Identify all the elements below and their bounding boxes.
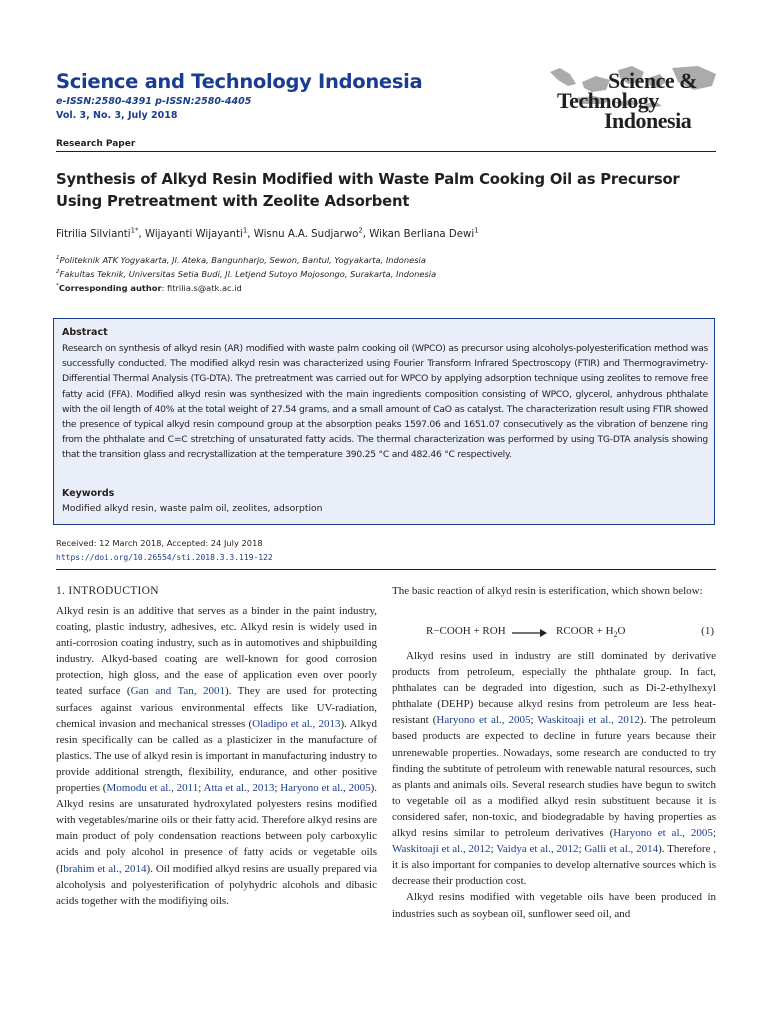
citation-link[interactable]: Galli et al., 2014 — [584, 843, 659, 856]
paper-title: Synthesis of Alkyd Resin Modified with Waste Palm Cooking Oil as Precursor Using Pretreatment with Zeolite Adsorbent — [56, 171, 680, 210]
intro-paragraph — [56, 603, 377, 909]
equation-products-main: RCOOR + H — [556, 625, 614, 637]
abstract-heading: Abstract — [62, 327, 108, 338]
author-name: Fitrilia Silvianti — [56, 229, 131, 240]
paragraph-text: Alkyd resin is an additive that serves as a binder in the paint industry, coating, plastic industry, adhesives, etc. Alkyd resin is widely used in anti-corrosion coating industry, such as in automotives and shipbuilding industry. Alkyd-based coating are well-known for good corrosion protection, high gloss, and the ease of application even over poorly teated surface ( — [56, 605, 377, 698]
author-affiliation-mark: 1 — [242, 226, 248, 235]
author-affiliation-mark: 2 — [358, 226, 363, 235]
intro-left-column — [56, 603, 377, 909]
paragraph-text: ; — [578, 843, 585, 856]
logo-line-indonesia: Indonesia — [604, 108, 692, 133]
paragraph-text: Alkyd resins used in industry are still dominated by derivative products from petroleum, especially the phthalate group. In fact, phthalates can be degraded into digestion, such as Di-2-ethylhexyl phthalate (DEHP) because alkyd resins from petroleum are less heat-resistant ( — [392, 650, 716, 727]
citation-link[interactable]: Ibrahim et al., 2014 — [59, 862, 147, 875]
corresponding-author — [56, 283, 242, 293]
affiliation-mark: 1 — [56, 255, 60, 262]
equation-1 — [392, 625, 716, 641]
author-affiliation-mark: 1 — [474, 226, 479, 235]
citation-link[interactable]: Haryono et al., 2005 — [613, 827, 713, 840]
affiliation-mark: 2 — [56, 269, 60, 276]
citation-link[interactable]: Atta et al., 2013 — [203, 782, 275, 795]
section-heading-introduction: 1. INTRODUCTION — [56, 585, 159, 597]
citation-link[interactable]: Haryono et al., 2005 — [280, 782, 371, 795]
affiliation-text: Politeknik ATK Yogyakarta, Jl. Ateka, Bangunharjo, Sewon, Bantul, Yogyakarta, Indonesia — [59, 255, 426, 265]
abstract-box — [53, 318, 715, 525]
header-divider — [56, 151, 716, 152]
journal-logo — [548, 64, 718, 134]
paragraph-text: ). Oil modified alkyd resins are usually prepared via alcoholysis and polyesterification of polyhydric alcohols and dibasic acids together with the modifiying oils. — [56, 862, 377, 907]
right-column-intro — [392, 583, 716, 599]
citation-link[interactable]: Gan and Tan, 2001 — [130, 685, 225, 698]
affiliation-text: Fakultas Teknik, Universitas Setia Budi, Jl. Letjend Sutoyo Mojosongo, Surakarta, Indonesia — [59, 269, 437, 279]
paragraph-text: ). Therefore , it is also important for companies to develop alternative sources which is decrease their production cost. — [392, 843, 716, 888]
equation-products-end: O — [617, 625, 626, 637]
section-divider — [56, 569, 716, 570]
equation-products — [556, 625, 625, 639]
paragraph-text: ). They are used for protecting surfaces against various environmental effects like UV-radiation, chemical invasion and mechanical stresses ( — [56, 685, 377, 730]
citation-link[interactable]: Haryono et al., 2005 — [436, 714, 531, 727]
keywords-text: Modified alkyd resin, waste palm oil, zeolites, adsorption — [62, 503, 323, 514]
logo-line-science: Science & — [608, 68, 697, 93]
reaction-arrow-icon — [512, 628, 548, 638]
citation-link[interactable]: Waskitoaji et al., 2012 — [537, 714, 640, 727]
abstract-text: Research on synthesis of alkyd resin (AR) modified with waste palm cooking oil (WPCO) as precursor using alcoholys-polyesterification method was successfully conducted. The modified alkyd resin was characterized using Fourier Transform Infrared Spectroscopy (FTIR) and Thermogravimetry-Differential Thermal Analysis (TG-DTA). The pretreatment was carried out for WPCO by applying adsorption technique using zeolites to remove free fatty acid (FFA). Modified alkyd resin was synthesized with the main ingredients composition consisting of WPCO, glycerol, anhydrous phthalate with the oil length of 40% at the total weight of 27.54 grams, and a small amount of CaO as catalyst. The characterization result using FTIR showed the presence of typical alkyd resin compound group at the absorption peaks 1597.06 and 1651.07 consecutively as the vibration of benzene ring from the phthalate and C=C stretching of unsaturated fatty acids. The thermal characterization was performed by using TG-DTA analysis showing that the transition glass and recrystallization at the temperature 390.25 °C and 482.46 °C respectively. — [62, 343, 708, 461]
esterification-intro: The basic reaction of alkyd resin is esterification, which shown below: — [392, 585, 703, 597]
corresponding-mark: * — [56, 283, 59, 290]
affiliation-1 — [56, 255, 426, 265]
equation-subscript: 2 — [613, 630, 618, 640]
keywords-heading: Keywords — [62, 488, 115, 499]
journal-volume: Vol. 3, No. 3, July 2018 — [56, 110, 178, 121]
author-affiliation-mark: 1* — [130, 226, 139, 235]
received-dates: Received: 12 March 2018, Accepted: 24 July 2018 — [56, 538, 263, 548]
paragraph-text: ). Alkyd resins are unsaturated hydroxylated polyesters resins modified with vegetables/marine oils or their fatty acid. Therefore alkyd resins are main product of poly condensation reactions between poly carboxylic acids and poly alcohol in presence of fatty acids or vegetable oils ( — [56, 782, 377, 875]
paragraph-text: ). The petroleum based products are expected to decline in future years because their unrenewable properties. Nowadays, some research are conducted to try finding the subtitute of petroleum with renewable natural resources, such as plants and animals oils. Several research studies have begun to switch to vegetable oil as a modified alkyd resin substituent because it is considered safer, non-toxic, and biodegradable by having properties as alkyd resins similar to petroleum derivatives ( — [392, 714, 716, 840]
author-list: Fitrilia Silvianti$^{1*}$, Wijayanti Wijayanti$^1$, Wisnu A.A. Sudjarwo$^2$, Wikan Berliana Dewi$^1$ — [56, 226, 479, 240]
affiliation-2 — [56, 269, 436, 279]
corresponding-label: Corresponding author — [58, 283, 162, 293]
paragraph-text: ; — [712, 827, 716, 840]
citation-link[interactable]: Momodu et al., 2011 — [106, 782, 199, 795]
right-paragraph-2: Alkyd resins modified with vegetable oils have been produced in industries such as soybean oil, sunflower seed oil, and — [392, 891, 716, 920]
journal-issn: e-ISSN:2580-4391 p-ISSN:2580-4405 — [56, 96, 252, 107]
paragraph-text: ; — [490, 843, 497, 856]
intro-right-column — [392, 648, 716, 922]
citation-link[interactable]: Oladipo et al., 2013 — [252, 717, 341, 730]
citation-link[interactable]: Waskitoaji et al., 2012 — [392, 843, 491, 856]
equation-reactants: R−COOH + ROH — [426, 625, 506, 637]
journal-title: Science and Technology Indonesia — [56, 70, 423, 93]
paragraph-text: ; — [530, 714, 538, 727]
paper-type-label: Research Paper — [56, 139, 136, 149]
equation-number: (1) — [701, 625, 714, 637]
right-paragraph-1 — [392, 648, 716, 889]
paragraph-text: ; — [198, 782, 204, 795]
author-name: Wijayanti Wijayanti — [144, 229, 243, 240]
doi-link[interactable]: https://doi.org/10.26554/sti.2018.3.3.119-122 — [56, 553, 273, 562]
author-name: Wisnu A.A. Sudjarwo — [253, 229, 359, 240]
logo-line-technology: Technology — [557, 88, 659, 113]
corresponding-email[interactable]: : fitrilia.s@atk.ac.id — [161, 283, 242, 293]
paragraph-text: ; — [274, 782, 281, 795]
citation-link[interactable]: Vaidya et al., 2012 — [496, 843, 579, 856]
paragraph-text: ). Alkyd resin specifically can be called as a plasticizer in the manufacture of plastics. The use of alkyd resin is important in manufacturing industry to provide additional strength, flexibility, endurance, and other positive properties ( — [56, 717, 377, 795]
author-name: Wikan Berliana Dewi — [369, 229, 475, 240]
